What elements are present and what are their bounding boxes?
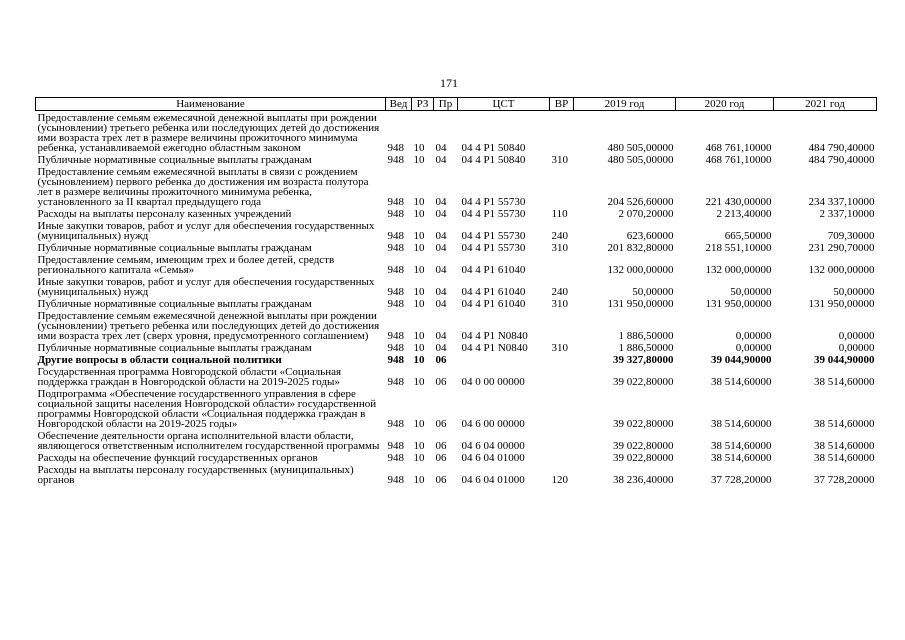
- cell-name: Предоставление семьям ежемесячной денежной выплаты при рождении (усыновлении) третьего ребенка или последующих детей до достижения ими возраста трех лет в размере величины прожиточного минимума ребенка, устанавливаемой ежегодно областным законом: [37, 112, 380, 154]
- cell-vr: [550, 451, 574, 463]
- cell-2021: 37 728,20000: [814, 474, 875, 486]
- table-row: [36, 365, 877, 387]
- cell-cst: 04 4 P1 61040: [461, 298, 526, 310]
- cell-2019: 39 022,80000: [613, 376, 674, 388]
- cell-2019: 39 022,80000: [613, 452, 674, 464]
- cell-pr: 04: [435, 330, 447, 342]
- cell-2020: 38 514,60000: [711, 452, 772, 464]
- table-row: [36, 241, 877, 253]
- cell-name: Иные закупки товаров, работ и услуг для обеспечения государственных (муниципальных) нужд: [37, 276, 375, 298]
- cell-2019: 2 070,20000: [618, 208, 674, 220]
- budget-table: [35, 97, 877, 485]
- cell-rz: 10: [413, 418, 425, 430]
- header-pr: Пр: [434, 98, 458, 111]
- table-row: [36, 463, 877, 485]
- cell-2021: 131 950,00000: [808, 298, 875, 310]
- cell-cst: [458, 353, 550, 365]
- table-row: [36, 451, 877, 463]
- cell-rz: 10: [413, 376, 425, 388]
- cell-2020: 0,00000: [735, 342, 772, 354]
- cell-name: Обеспечение деятельности органа исполнительной власти области, являющегося ответственным исполнителем государственной программы: [37, 430, 380, 452]
- cell-rz: 10: [413, 342, 425, 354]
- cell-pr: 04: [435, 242, 447, 254]
- table-row: [36, 297, 877, 309]
- cell-pr: 04: [435, 264, 447, 276]
- cell-vr: 310: [551, 154, 568, 166]
- cell-vr: [550, 111, 574, 154]
- table-row: [36, 353, 877, 365]
- cell-2020: 2 213,40000: [716, 208, 772, 220]
- table-row: [36, 165, 877, 207]
- cell-cst: 04 4 P1 50840: [461, 142, 526, 154]
- page-number: 171: [440, 76, 458, 90]
- cell-rz: 10: [413, 440, 425, 452]
- cell-name: Другие вопросы в области социальной политики: [37, 354, 282, 366]
- cell-vr: [550, 309, 574, 341]
- header-cst: ЦСТ: [458, 98, 550, 111]
- cell-2020: 665,50000: [724, 230, 772, 242]
- cell-2020: 38 514,60000: [711, 440, 772, 452]
- cell-2021: 38 514,60000: [814, 440, 875, 452]
- cell-cst: 04 4 P1 61040: [461, 286, 526, 298]
- cell-ved: 948: [387, 208, 404, 220]
- cell-ved: 948: [387, 474, 404, 486]
- table-row: [36, 341, 877, 353]
- cell-name: Расходы на обеспечение функций государственных органов: [37, 452, 318, 464]
- cell-pr: 04: [435, 230, 447, 242]
- cell-cst: 04 4 P1 50840: [461, 154, 526, 166]
- cell-name: Публичные нормативные социальные выплаты гражданам: [37, 242, 312, 254]
- cell-pr: 06: [435, 354, 447, 366]
- cell-2021: 38 514,60000: [814, 452, 875, 464]
- cell-2020: 468 761,10000: [705, 142, 772, 154]
- cell-rz: 10: [413, 142, 425, 154]
- header-vr: ВР: [550, 98, 574, 111]
- cell-ved: 948: [387, 196, 404, 208]
- cell-2019: 1 886,50000: [618, 342, 674, 354]
- cell-rz: 10: [413, 474, 425, 486]
- cell-pr: 04: [435, 196, 447, 208]
- cell-2019: 201 832,80000: [607, 242, 674, 254]
- cell-vr: [550, 429, 574, 451]
- cell-pr: 06: [435, 452, 447, 464]
- table-body: [36, 111, 877, 486]
- cell-2021: 234 337,10000: [808, 196, 875, 208]
- cell-rz: 10: [413, 196, 425, 208]
- table-row: [36, 111, 877, 154]
- cell-pr: 04: [435, 342, 447, 354]
- cell-vr: 120: [551, 474, 568, 486]
- cell-ved: 948: [387, 298, 404, 310]
- table-row: [36, 207, 877, 219]
- cell-vr: [550, 365, 574, 387]
- cell-rz: 10: [413, 264, 425, 276]
- cell-2019: 480 505,00000: [607, 142, 674, 154]
- cell-ved: 948: [387, 354, 404, 366]
- cell-name: Предоставление семьям, имеющим трех и более детей, средств регионального капитала «Семья»: [37, 254, 335, 276]
- cell-2020: 0,00000: [735, 330, 772, 342]
- cell-rz: 10: [413, 154, 425, 166]
- cell-2019: 132 000,00000: [607, 264, 674, 276]
- cell-name: Публичные нормативные социальные выплаты гражданам: [37, 298, 312, 310]
- cell-ved: 948: [387, 418, 404, 430]
- cell-vr: 110: [551, 208, 568, 220]
- cell-rz: 10: [413, 452, 425, 464]
- cell-2021: 38 514,60000: [814, 418, 875, 430]
- cell-2021: 38 514,60000: [814, 376, 875, 388]
- cell-name: Подпрограмма «Обеспечение государственного управления в сфере социальной защиты населения Новгородской области» государственной программы Новгородской области «Социальная поддержка граждан в Новгородской области на 2019-2025 годы»: [37, 388, 377, 430]
- cell-ved: 948: [387, 440, 404, 452]
- cell-rz: 10: [413, 208, 425, 220]
- cell-2021: 50,00000: [833, 286, 875, 298]
- cell-2020: 218 551,10000: [705, 242, 772, 254]
- header-rz: РЗ: [412, 98, 434, 111]
- cell-cst: 04 4 P1 N0840: [461, 342, 528, 354]
- cell-rz: 10: [413, 354, 425, 366]
- table-header-row: [36, 98, 877, 111]
- table-row: [36, 153, 877, 165]
- cell-2019: 39 022,80000: [613, 418, 674, 430]
- cell-pr: 04: [435, 298, 447, 310]
- cell-cst: 04 6 04 01000: [461, 474, 525, 486]
- table-row: [36, 253, 877, 275]
- cell-cst: 04 6 04 00000: [461, 440, 525, 452]
- cell-cst: 04 6 04 01000: [461, 452, 525, 464]
- cell-2020: 38 514,60000: [711, 418, 772, 430]
- cell-pr: 04: [435, 154, 447, 166]
- cell-ved: 948: [387, 264, 404, 276]
- cell-2019: 131 950,00000: [607, 298, 674, 310]
- cell-2020: 132 000,00000: [705, 264, 772, 276]
- cell-ved: 948: [387, 452, 404, 464]
- cell-ved: 948: [387, 230, 404, 242]
- cell-pr: 06: [435, 376, 447, 388]
- cell-2019: 204 526,60000: [607, 196, 674, 208]
- cell-2021: 231 290,70000: [808, 242, 875, 254]
- cell-cst: 04 4 P1 55730: [461, 242, 526, 254]
- cell-vr: 310: [551, 242, 568, 254]
- cell-2021: 0,00000: [838, 342, 875, 354]
- cell-vr: [550, 387, 574, 429]
- cell-cst: 04 4 P1 61040: [461, 264, 526, 276]
- cell-2019: 39 327,80000: [613, 354, 674, 366]
- cell-pr: 04: [435, 208, 447, 220]
- cell-rz: 10: [413, 298, 425, 310]
- cell-ved: 948: [387, 242, 404, 254]
- cell-cst: 04 4 P1 55730: [461, 230, 526, 242]
- header-name: Наименование: [36, 98, 386, 111]
- cell-rz: 10: [413, 330, 425, 342]
- cell-2021: 484 790,40000: [808, 154, 875, 166]
- cell-2021: 0,00000: [838, 330, 875, 342]
- header-ved: Вед: [386, 98, 412, 111]
- header-2021: 2021 год: [774, 98, 877, 111]
- cell-2021: 39 044,90000: [814, 354, 875, 366]
- cell-cst: 04 4 P1 55730: [461, 208, 526, 220]
- cell-2020: 39 044,90000: [711, 354, 772, 366]
- cell-name: Государственная программа Новгородской области «Социальная поддержка граждан в Новгородской области на 2019-2025 годы»: [37, 366, 342, 388]
- cell-vr: 240: [551, 230, 568, 242]
- cell-2021: 484 790,40000: [808, 142, 875, 154]
- cell-ved: 948: [387, 330, 404, 342]
- cell-rz: 10: [413, 286, 425, 298]
- cell-pr: 06: [435, 418, 447, 430]
- cell-vr: 310: [551, 342, 568, 354]
- table-row: [36, 309, 877, 341]
- cell-2019: 38 236,40000: [613, 474, 674, 486]
- cell-2019: 623,60000: [626, 230, 674, 242]
- cell-vr: [550, 353, 574, 365]
- cell-ved: 948: [387, 154, 404, 166]
- cell-2021: 709,30000: [827, 230, 875, 242]
- cell-vr: 240: [551, 286, 568, 298]
- cell-2021: 2 337,10000: [819, 208, 875, 220]
- cell-rz: 10: [413, 242, 425, 254]
- cell-2020: 38 514,60000: [711, 376, 772, 388]
- cell-2021: 132 000,00000: [808, 264, 875, 276]
- header-2019: 2019 год: [574, 98, 676, 111]
- cell-name: Расходы на выплаты персоналу казенных учреждений: [37, 208, 292, 220]
- cell-2019: 480 505,00000: [607, 154, 674, 166]
- cell-vr: [550, 165, 574, 207]
- cell-name: Предоставление семьям ежемесячной выплаты в связи с рождением (усыновлением) первого ребенка до достижения им возраста полутора лет в размере величины прожиточного минимума ребенка, установленного за II квартал предыдущего года: [37, 166, 369, 208]
- cell-rz: 10: [413, 230, 425, 242]
- cell-vr: [550, 253, 574, 275]
- cell-cst: 04 0 00 00000: [461, 376, 525, 388]
- cell-ved: 948: [387, 342, 404, 354]
- cell-2019: 39 022,80000: [613, 440, 674, 452]
- cell-2019: 50,00000: [632, 286, 674, 298]
- cell-ved: 948: [387, 142, 404, 154]
- cell-2020: 37 728,20000: [711, 474, 772, 486]
- table-row: [36, 219, 877, 241]
- cell-2020: 50,00000: [730, 286, 772, 298]
- cell-pr: 06: [435, 440, 447, 452]
- cell-name: Публичные нормативные социальные выплаты гражданам: [37, 154, 312, 166]
- cell-pr: 04: [435, 286, 447, 298]
- cell-name: Предоставление семьям ежемесячной денежной выплаты при рождении (усыновлении) третьего ребенка или последующих детей до достижения ими возраста трех лет (сверх уровня, предусмотренного соглашением): [37, 310, 380, 342]
- table-row: [36, 429, 877, 451]
- cell-ved: 948: [387, 286, 404, 298]
- cell-2020: 131 950,00000: [705, 298, 772, 310]
- cell-name: Расходы на выплаты персоналу государственных (муниципальных) органов: [37, 464, 354, 486]
- cell-2020: 221 430,00000: [705, 196, 772, 208]
- cell-pr: 04: [435, 142, 447, 154]
- table-row: [36, 387, 877, 429]
- cell-2020: 468 761,10000: [705, 154, 772, 166]
- table-row: [36, 275, 877, 297]
- cell-name: Иные закупки товаров, работ и услуг для обеспечения государственных (муниципальных) нужд: [37, 220, 375, 242]
- cell-cst: 04 4 P1 N0840: [461, 330, 528, 342]
- cell-cst: 04 4 P1 55730: [461, 196, 526, 208]
- header-2020: 2020 год: [676, 98, 774, 111]
- cell-vr: 310: [551, 298, 568, 310]
- cell-pr: 06: [435, 474, 447, 486]
- cell-cst: 04 6 00 00000: [461, 418, 525, 430]
- cell-name: Публичные нормативные социальные выплаты гражданам: [37, 342, 312, 354]
- cell-ved: 948: [387, 376, 404, 388]
- cell-2019: 1 886,50000: [618, 330, 674, 342]
